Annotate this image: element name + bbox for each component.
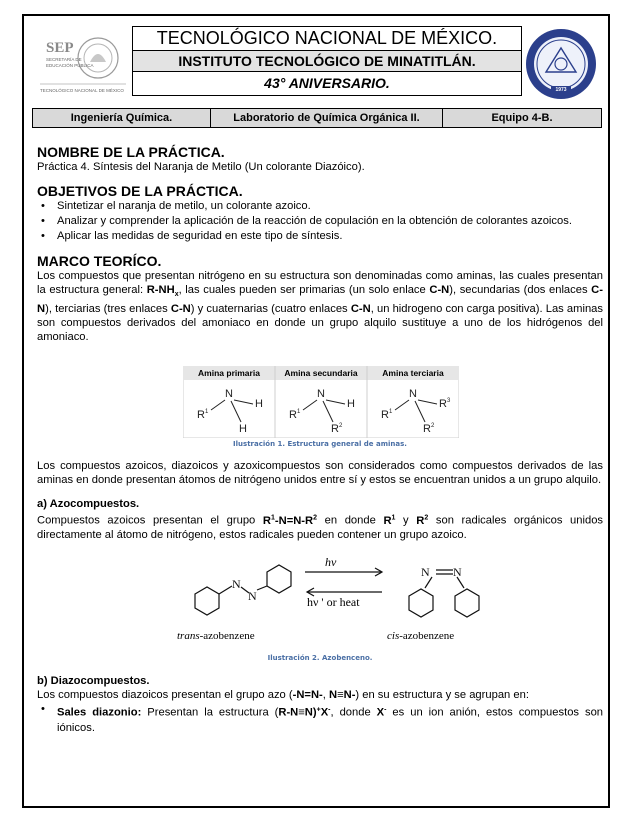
svg-text:N: N: [248, 588, 257, 603]
course-info-bar: [32, 108, 602, 128]
amine-secondary-header: Amina secundaria: [284, 368, 358, 379]
page-frame: [22, 14, 610, 808]
amine-primary-header: Amina primaria: [198, 368, 260, 379]
diazo-paragraph: Los compuestos diazoicos presentan el grupo azo (-N=N-, N≡N-) en su estructura y se agrupan en:: [37, 688, 529, 701]
svg-text:N: N: [225, 388, 233, 401]
amine-tertiary-header: Amina terciaria: [382, 368, 444, 379]
azo-heading: a) Azocompuestos.: [37, 498, 140, 511]
lab-label: Laboratorio de Química Orgánica II.: [211, 109, 443, 127]
azo-paragraph: Compuestos azoicos presentan el grupo $R^1-N=N-R^2$ en donde $R^1$ y $R^2$ son radicales orgánicos unidos directamente al átomo de nitrógeno, estos radicales pueden contener un grupo azoico.: [37, 514, 604, 541]
theory-heading: MARCO TEORÍCO.: [37, 253, 162, 269]
practice-name-heading: NOMBRE DE LA PRÁCTICA.: [37, 144, 225, 160]
sep-line1: SECRETARÍA DE: [46, 57, 82, 62]
objective-item: • Analizar y comprender la aplicación de la reacción de copulación en la obtención de colorantes azoicos.: [37, 214, 603, 229]
svg-text:H: H: [347, 398, 355, 411]
trans-azobenzene-label: trans-azobenzene: [177, 629, 255, 642]
practice-name-text: Práctica 4. Síntesis del Naranja de Metilo (Un colorante Diazóico).: [37, 161, 365, 173]
tecnm-label: TECNOLÓGICO NACIONAL DE MÉXICO: [40, 88, 124, 93]
theory-paragraph-2: Los compuestos azoicos, diazoicos y azoxicompuestos son considerados como compuestos derivados de las aminas en donde presentan átomos de nitrógeno unidos entre sí y estos se encuentran unidos a un grupo alquilo.: [37, 460, 603, 487]
team-label: Equipo 4-B.: [491, 112, 553, 124]
objectives-heading: OBJETIVOS DE LA PRÁCTICA.: [37, 183, 243, 199]
cis-azobenzene-label: cis-azobenzene: [387, 629, 455, 642]
svg-text:R2: $R^2$: [423, 423, 435, 436]
reverse-condition-label: hν ' or heat: [307, 594, 360, 609]
svg-text:H: H: [255, 398, 263, 411]
svg-text:N: N: [421, 564, 430, 579]
sep-brand: SEP: [46, 40, 74, 56]
diazo-heading: b) Diazocompuestos.: [37, 674, 150, 687]
document-body: [37, 138, 603, 736]
svg-text:H: H: [239, 423, 247, 436]
document-header: [32, 24, 602, 138]
itm-seal-logo: [524, 26, 598, 102]
diazo-list: [37, 702, 603, 736]
objectives-list: [37, 199, 603, 244]
svg-text:N: N: [317, 388, 325, 401]
objective-item: • Sintetizar el naranja de metilo, un colorante azoico.: [37, 199, 603, 214]
azobenzene-figure: [37, 552, 603, 650]
institute-name: INSTITUTO TECNOLÓGICO DE MINATITLÁN.: [132, 50, 522, 72]
diazo-item: • Sales diazonio: Presentan la estructura (R-N≡N)+X-, donde X- es un ion anión, estos compuestos son iónicos.: [37, 702, 603, 736]
svg-text:R1: $R^1$: [381, 409, 393, 422]
seal-year: 1973: [555, 87, 567, 93]
svg-text:R2: $R^2$: [331, 423, 343, 436]
career-label: Ingeniería Química.: [33, 109, 211, 127]
sep-logo: [32, 26, 132, 106]
anniversary-label: 43° ANIVERSARIO.: [132, 72, 522, 96]
objective-item: • Aplicar las medidas de seguridad en este tipo de síntesis.: [37, 229, 603, 244]
svg-text:N: N: [232, 576, 241, 591]
amines-figure: [37, 366, 603, 438]
institution-title: TECNOLÓGICO NACIONAL DE MÉXICO.: [132, 26, 522, 50]
svg-text:R3: $R^3$: [439, 398, 451, 411]
svg-text:R1: $R^1$: [289, 409, 301, 422]
svg-text:N: N: [453, 564, 462, 579]
theory-paragraph-1: Los compuestos que presentan nitrógeno en su estructura son denominadas como aminas, las cuales presentan la estructura general: $R-NH_x$, las cuales pueden ser primarias (un solo enlace C-N), secundarias (dos enlaces C-N), terciarias (tres enlaces C-N) y cuaternarias (cuatro enlaces C-N, un hidrogeno con carga positiva). Las aminas son compuestos derivados del amoniaco en donde un grupo alquilo sustituye a uno de los hidrógenos del amoniaco.: [37, 270, 603, 344]
figure-caption-1: Ilustración 1. Estructura general de aminas.: [233, 440, 407, 449]
sep-line2: EDUCACIÓN PÚBLICA: [46, 63, 94, 68]
svg-text:R1: $R^1$: [197, 409, 209, 422]
svg-text:N: N: [409, 388, 417, 401]
figure-caption-2: Ilustración 2. Azobenceno.: [267, 653, 373, 662]
forward-light-label: hν: [325, 554, 337, 569]
